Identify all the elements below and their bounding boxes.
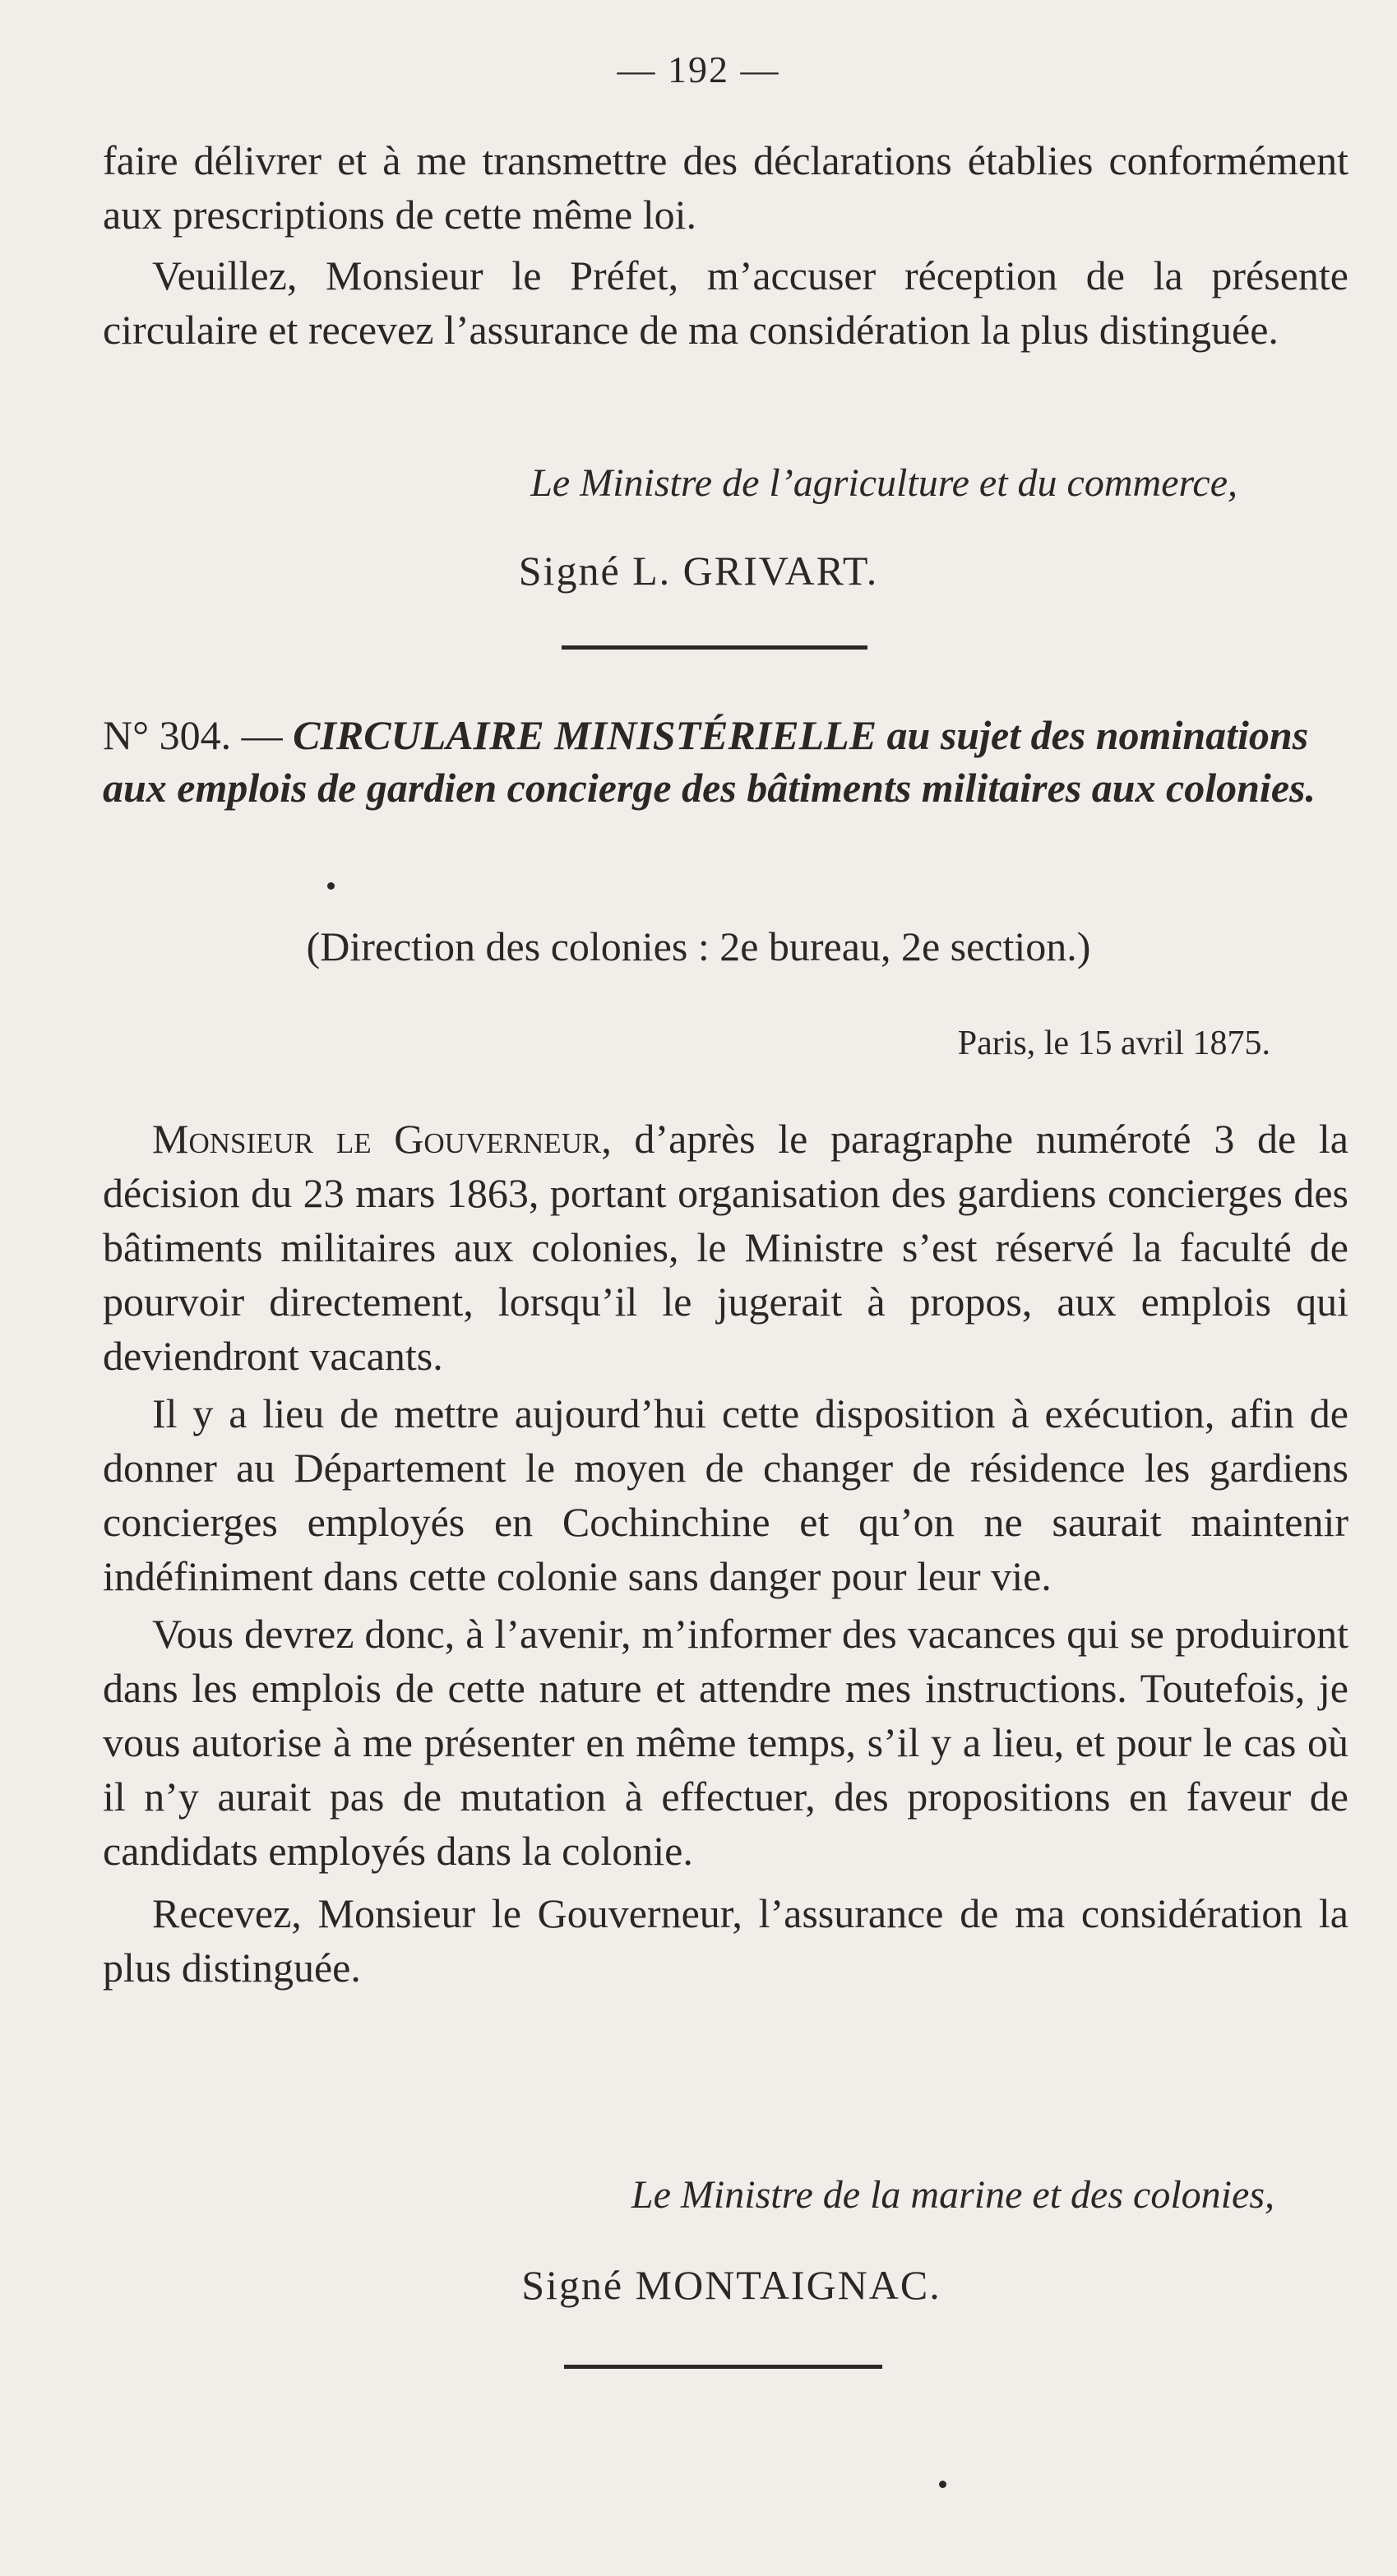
paragraph-continuation: faire délivrer et à me transmettre des déclarations établies conformément aux prescriptions de cette même loi.	[103, 137, 1348, 238]
ink-speck	[327, 882, 335, 890]
circular-title: CIRCULAIRE MINISTÉRIELLE au sujet des nominations aux emplois de gardien concierge des bâtiments militaires aux colonies.	[103, 712, 1316, 811]
paragraph-closing: Veuillez, Monsieur le Préfet, m’accuser réception de la présente circulaire et recevez l’assurance de ma considération la plus distinguée.	[103, 252, 1348, 353]
circular-heading	[103, 709, 1348, 814]
signature-role-1: Le Ministre de l’agriculture et du commerce,	[530, 461, 1237, 505]
signature-role-2: Le Ministre de la marine et des colonies,	[631, 2173, 1274, 2217]
signature-name-1: Signé L. GRIVART.	[518, 548, 879, 594]
ink-speck-bottom	[939, 2481, 946, 2488]
page-number: — 192 —	[617, 49, 780, 90]
paragraph-3: Vous devrez donc, à l’avenir, m’informer des vacances qui se produiront dans les emplois de cette nature et attendre mes instructions. Toutefois, je vous autorise à me présenter en même temps, s’il y a lieu, et pour le cas où il n’y aurait pas de mutation à effectuer, des propositions en faveur de candidats employés dans la colonie.	[103, 1611, 1348, 1874]
dateline: Paris, le 15 avril 1875.	[957, 1024, 1270, 1062]
separator-rule-1	[562, 645, 867, 650]
paragraph-1	[103, 1112, 1348, 1383]
paragraph-2: Il y a lieu de mettre aujourd’hui cette disposition à exécution, afin de donner au Département le moyen de changer de résidence les gardiens concierges employés en Cochinchine et qu’on ne saurait maintenir indéfiniment dans cette colonie sans danger pour leur vie.	[103, 1390, 1348, 1599]
signature-name-2: Signé MONTAIGNAC.	[521, 2262, 941, 2308]
separator-rule-2	[564, 2365, 882, 2369]
paragraph-1-text: d’après le paragraphe numéroté 3 de la décision du 23 mars 1863, portant organisation des gardiens concierges des bâtiments militaires aux colonies, le Ministre s’est réservé la faculté de pourvoir directement, lorsqu’il le jugerait à propos, aux emplois qui deviendront vacants.	[103, 1116, 1348, 1379]
paragraph-4: Recevez, Monsieur le Gouverneur, l’assurance de ma considération la plus distinguée.	[103, 1890, 1348, 1991]
direction-line: (Direction des colonies : 2e bureau, 2e section.)	[306, 923, 1091, 969]
salutation: Monsieur le Gouverneur,	[152, 1116, 612, 1162]
circular-number: N° 304. —	[103, 712, 283, 758]
preamble-text	[103, 133, 1348, 357]
circular-body	[103, 1112, 1348, 1995]
